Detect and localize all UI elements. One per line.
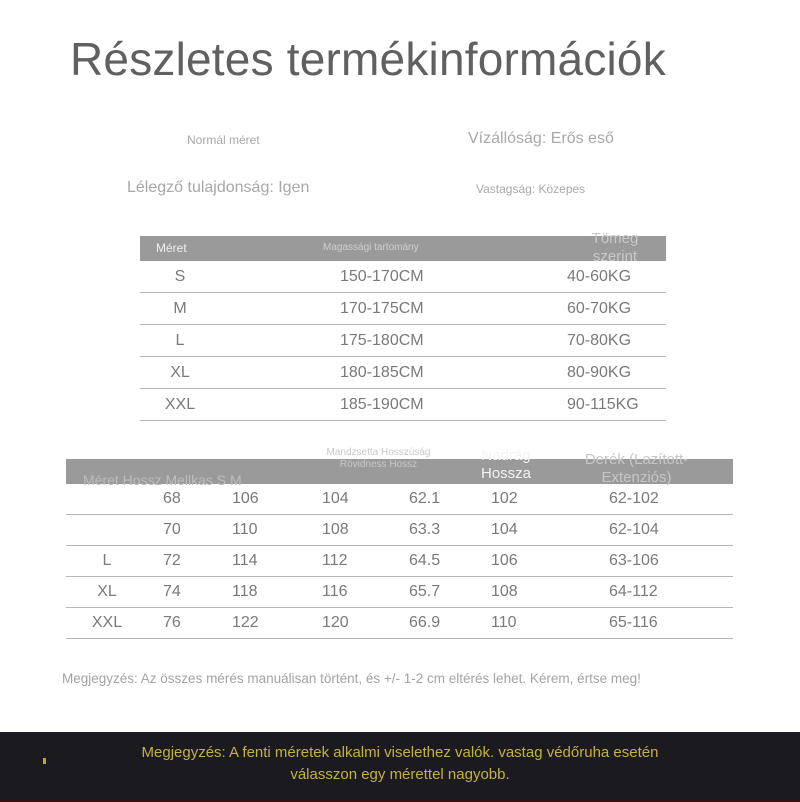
cell-weight: 40-60KG [567, 268, 632, 285]
cell-waist: 63-106 [609, 552, 659, 569]
page-title: Részletes termékinformációk [70, 33, 666, 85]
cell-size: XL [170, 364, 190, 381]
cell-height: 185-190CM [340, 396, 424, 413]
footer-note [0, 742, 800, 786]
cell-shoulder: 120 [322, 614, 349, 631]
cell-waist: 62-102 [609, 490, 659, 507]
header-height-range: Magassági tartomány [323, 242, 419, 253]
cell-length: 72 [163, 552, 181, 569]
size-table-header [140, 230, 666, 265]
table-row [140, 261, 666, 293]
cell-length: 70 [163, 521, 181, 538]
cell-size: S [174, 268, 186, 285]
table-row [140, 293, 666, 325]
table-row [140, 389, 666, 421]
header-waist: Derék (Lazított-Extenziós) [584, 451, 689, 486]
table-row [66, 608, 733, 639]
footer-banner [0, 732, 800, 802]
table-row [140, 325, 666, 357]
cell-size: L [175, 332, 185, 349]
cell-cuff: 65.7 [409, 583, 441, 600]
cell-cuff: 63.3 [409, 521, 441, 538]
cell-weight: 90-115KG [567, 396, 639, 413]
cell-chest: 114 [232, 552, 258, 569]
header-cuff-length: Mandzsetta Hosszúság Rövidness Hossz [326, 447, 431, 470]
cell-waist: 64-112 [609, 583, 658, 600]
cell-shoulder: 116 [322, 583, 348, 600]
cell-cuff: 64.5 [409, 552, 441, 569]
cell-pants-length: 102 [491, 490, 518, 507]
cell-size: M [173, 300, 187, 317]
cell-waist: 65-116 [609, 614, 658, 631]
footer-note-line-2: válasszon egy mérettel nagyobb. [290, 766, 510, 783]
cell-chest: 106 [232, 490, 259, 507]
header-pants-length: Nadrág Hossza [480, 447, 532, 482]
cell-length: 68 [163, 490, 181, 507]
table-row [66, 484, 733, 515]
cell-height: 180-185CM [340, 364, 424, 381]
cell-weight: 80-90KG [567, 364, 632, 381]
cell-cuff: 62.1 [409, 490, 441, 507]
cell-height: 170-175CM [340, 300, 424, 317]
cell-shoulder: 104 [322, 490, 349, 507]
cell-height: 150-170CM [340, 268, 424, 285]
footer-note-line-1: Megjegyzés: A fenti méretek alkalmi viselethez valók. vastag védőruha esetén [141, 744, 659, 761]
cell-shoulder: 112 [322, 552, 348, 569]
cell-pants-length: 106 [491, 552, 518, 569]
cell-size: L [102, 552, 112, 569]
cell-chest: 110 [232, 521, 258, 538]
table-row [66, 515, 733, 546]
table-row [66, 577, 733, 608]
cell-size: XXL [91, 614, 123, 631]
measurement-note: Megjegyzés: Az összes mérés manuálisan történt, és +/- 1-2 cm eltérés lehet. Kérem, értse meg! [62, 671, 641, 686]
cell-cuff: 66.9 [409, 614, 441, 631]
attribute-thickness: Vastagság: Közepes [476, 182, 586, 196]
cell-length: 76 [163, 614, 181, 631]
cell-pants-length: 108 [491, 583, 518, 600]
cell-chest: 118 [232, 583, 258, 600]
cell-shoulder: 108 [322, 521, 349, 538]
attribute-waterproof: Vízállóság: Erős eső [468, 130, 614, 147]
table-row [140, 357, 666, 389]
cell-length: 74 [163, 583, 181, 600]
cell-chest: 122 [232, 614, 259, 631]
cell-waist: 62-104 [609, 521, 659, 538]
cell-weight: 70-80KG [567, 332, 632, 349]
attribute-breathable: Lélegző tulajdonság: Igen [127, 179, 310, 196]
header-size: Méret [156, 241, 187, 255]
size-table [140, 230, 666, 421]
cell-pants-length: 104 [491, 521, 518, 538]
cell-height: 175-180CM [340, 332, 424, 349]
cell-pants-length: 110 [491, 614, 517, 631]
measurement-table-header [66, 447, 733, 488]
cell-weight: 60-70KG [567, 300, 632, 317]
cell-size: XXL [164, 396, 196, 413]
cell-size: XL [97, 583, 117, 600]
attribute-size: Normál méret [187, 133, 260, 147]
measurement-table [66, 447, 733, 639]
table-row [66, 546, 733, 577]
header-weight: Tömeg szerint [591, 230, 639, 265]
header-size-length-chest: Méret Hossz Mellkas S M [83, 472, 242, 488]
